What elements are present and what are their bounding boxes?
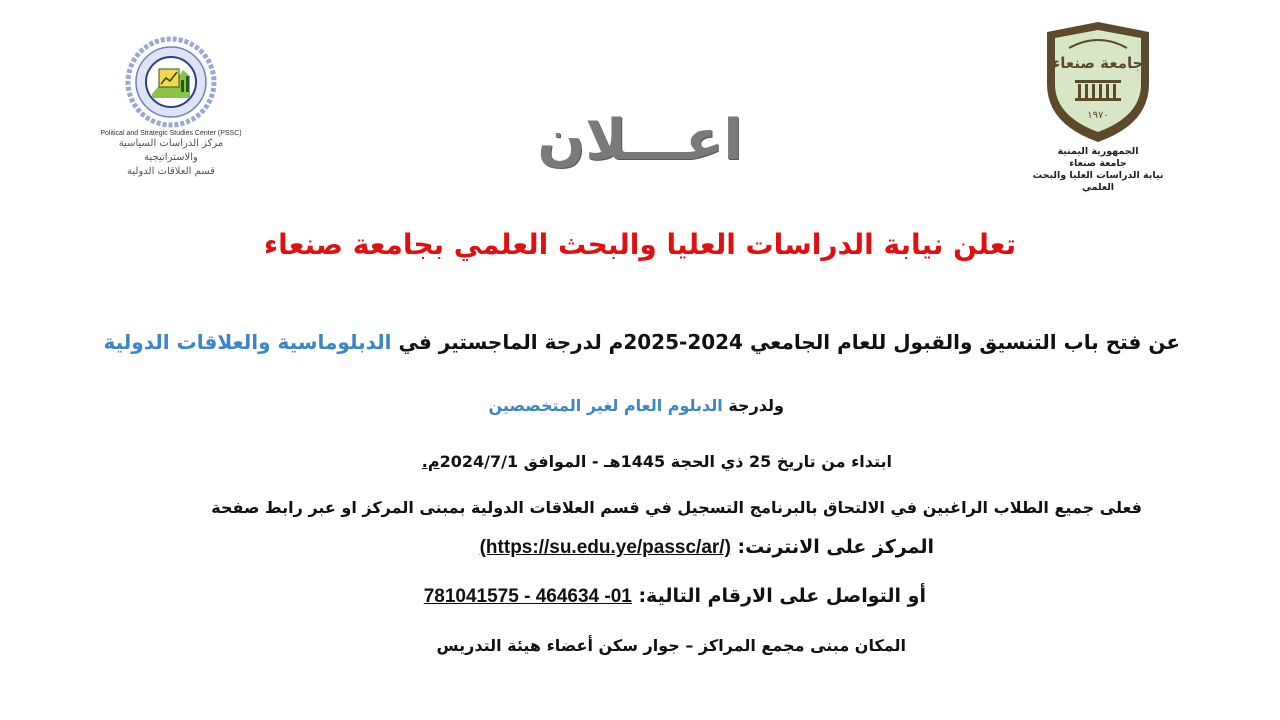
location-line: المكان مبنى مجمع المراكز – جوار سكن أعضاء هيئة التدريس bbox=[436, 636, 906, 655]
diploma-program: الدبلوم العام لغير المتخصصين bbox=[488, 396, 723, 415]
phone-numbers: 781041575 - 464634 -01 bbox=[423, 586, 632, 607]
admission-line bbox=[104, 330, 1181, 354]
seal-text: جامعة صنعاء bbox=[1052, 54, 1144, 72]
masters-program: الدبلوماسية والعلاقات الدولية bbox=[103, 330, 392, 354]
admission-text: عن فتح باب التنسيق والقبول للعام الجامعي 2024-2025م لدرجة الماجستير في bbox=[391, 330, 1180, 354]
registration-instructions: فعلى جميع الطلاب الراغبين في الالتحاق بالبرنامج التسجيل في قسم العلاقات الدولية بمبنى المركز او عبر رابط صفحة bbox=[211, 498, 1142, 517]
pssc-arabic-name: مركز الدراسات السياسية والاستراتيجية bbox=[118, 138, 224, 163]
announcement-headline: تعلن نيابة الدراسات العليا والبحث العلمي بجامعة صنعاء bbox=[263, 228, 1017, 261]
univ-line-3: نيابة الدراسات العليا والبحث العلمي bbox=[1032, 170, 1164, 193]
contact-label: أو التواصل على الارقام التالية: bbox=[631, 585, 926, 607]
announcement-title: اعـــلان bbox=[537, 108, 743, 173]
website-label: المركز على الانترنت: bbox=[730, 536, 934, 558]
univ-line-1: الجمهورية اليمنية bbox=[1057, 146, 1139, 157]
seal-year: ١٩٧٠ bbox=[1087, 110, 1109, 121]
website-line bbox=[480, 536, 934, 559]
website-link[interactable]: (https://su.edu.ye/passc/ar/) bbox=[479, 537, 731, 558]
pssc-department: قسم العلاقات الدولية bbox=[127, 166, 215, 177]
contact-line bbox=[424, 585, 926, 608]
start-date-suffix: م. bbox=[421, 452, 440, 471]
univ-line-2: جامعة صنعاء bbox=[1069, 158, 1127, 169]
diploma-line bbox=[489, 396, 784, 415]
start-date-text: ابتداء من تاريخ 25 ذي الحجة 1445هـ - الموافق 2024/7/1 bbox=[439, 452, 892, 471]
start-date-line bbox=[422, 452, 892, 471]
pssc-english-name: Political and Strategic Studies Center (PSSC) bbox=[100, 130, 242, 137]
diploma-prefix: ولدرجة bbox=[722, 396, 784, 415]
